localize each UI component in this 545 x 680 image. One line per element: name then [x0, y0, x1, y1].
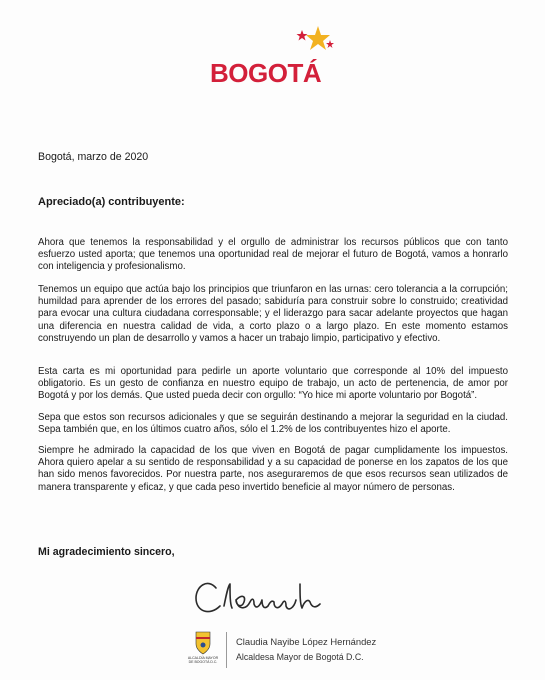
handwritten-signature [190, 566, 340, 620]
brand-wordmark: BOGOTÁ [210, 58, 322, 88]
bogota-logo [210, 26, 330, 96]
paragraph-4: Sepa que estos son recursos adicionales y que se seguirán destinando a mejorar la seguridad en la ciudad. Sepa también que, en los últimos cuatro años, sólo el 1.2% de los contribuyentes hizo el aporte. [38, 412, 508, 436]
shield-icon [186, 630, 220, 656]
paragraph-1: Ahora que tenemos la responsabilidad y el orgullo de administrar los recursos públicos que con tanto esfuerzo usted aporta; que tenemos una oportunidad real de mejorar el futuro de Bogotá, vamos a honrarlo con inteligencia y profesionalismo. [38, 237, 508, 273]
dateline: Bogotá, marzo de 2020 [38, 151, 149, 163]
stars-icon [294, 26, 334, 58]
paragraph-2: Tenemos un equipo que actúa bajo los principios que triunfaron en las urnas: cero tolerancia a la corrupción; humildad para aprender de los errores del pasado; sabiduría para construir sobre lo construido; creatividad para evocar una cultura ciudadana corresponsable; y el liderazgo para sacar adelante proyectos que hagan una diferencia en nuestra calidad de vida, a corto plazo o a largo plazo. En este momento estamos construyendo un plan de desarrollo y vamos a hacer un trabajo limpio, participativo y efectivo. [38, 284, 508, 344]
signer-name: Claudia Nayibe López Hernández [236, 636, 377, 647]
signature-block [186, 630, 486, 674]
greeting: Apreciado(a) contribuyente: [38, 196, 185, 208]
closing: Mi agradecimiento sincero, [38, 546, 175, 558]
signature-divider [226, 632, 227, 668]
paragraph-5: Siempre he admirado la capacidad de los que viven en Bogotá de pagar cumplidamente los impuestos. Ahora quiero apelar a su sentido de responsabilidad y a su capacidad de ponerse en los zapatos de los que han sido menos favorecidos. Por nuestra parte, nos aseguraremos de que esos recursos sean utilizados de manera transparente y eficaz, y que cada peso invertido beneficie al mayor número de personas. [38, 445, 508, 493]
signer-title: Alcaldesa Mayor de Bogotá D.C. [236, 652, 364, 662]
coat-of-arms [186, 630, 220, 670]
seal-label-line-2: DE BOGOTÁ D.C. [188, 660, 218, 664]
seal-label-line-1: ALCALDÍA MAYOR [187, 656, 219, 660]
paragraph-3: Esta carta es mi oportunidad para pedirle un aporte voluntario que corresponde al 10% del impuesto obligatorio. Es un gesto de confianza en nuestro equipo de trabajo, un acto de pertenencia, de amor por Bogotá y por los demás. Que usted pueda decir con orgullo: “Yo hice mi aporte voluntario por Bogotá”. [38, 366, 508, 402]
